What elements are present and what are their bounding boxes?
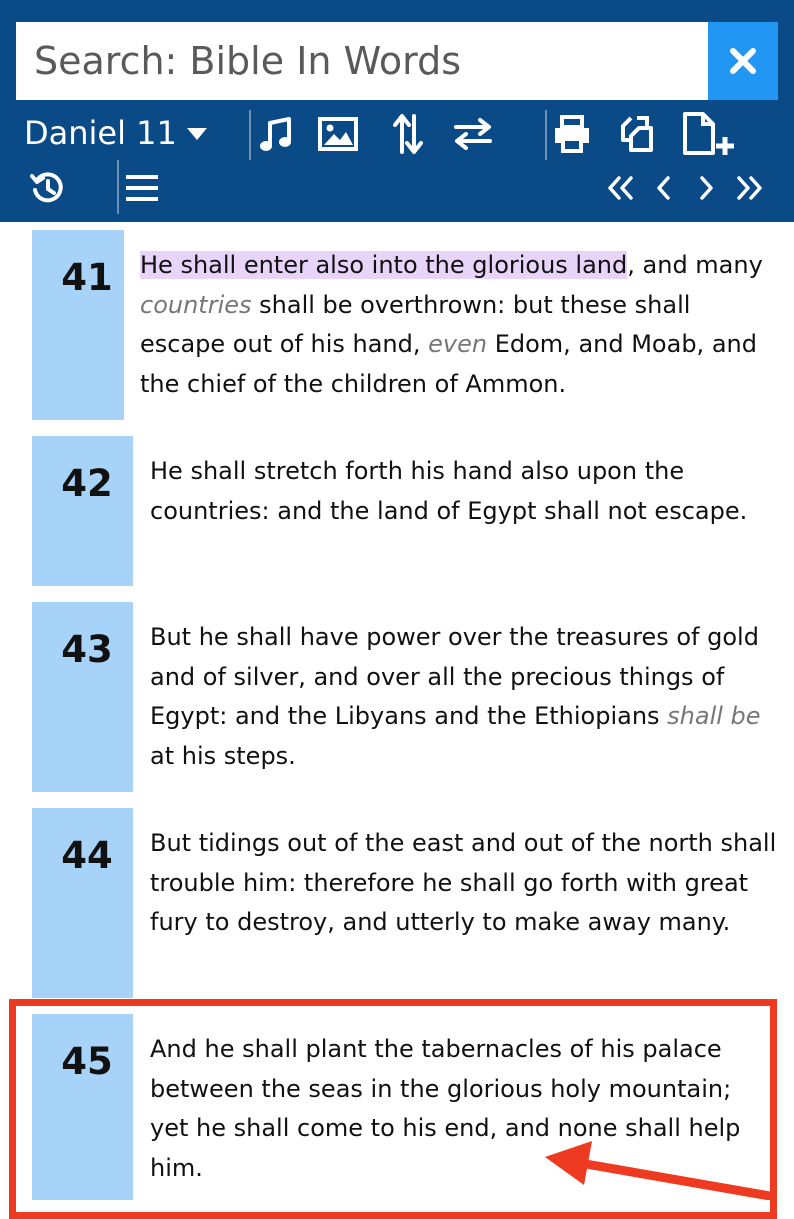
highlighted-phrase: He shall enter also into the glorious land bbox=[140, 251, 628, 279]
italic-word: shall be bbox=[667, 702, 761, 730]
verse-text: But tidings out of the east and out of the north shall trouble him: therefore he shall go forth with great fury to destroy, and utterly to make away many. bbox=[150, 829, 777, 936]
verse-number: 41 bbox=[61, 256, 113, 299]
verse-text: He shall enter also into the glorious land, and many countries shall be overthrown: but these shall escape out of his hand, even Edom, and Moab, and the chief of the children of Ammon. bbox=[140, 251, 763, 398]
verse-text: But he shall have power over the treasures of gold and of silver, and over all the precious things of Egypt: and the Libyans and the Ethiopians shall be at his steps. bbox=[150, 623, 761, 770]
italic-word: even bbox=[428, 330, 488, 358]
italic-word: countries bbox=[140, 290, 252, 319]
verse-text: And he shall plant the tabernacles of his palace between the seas in the glorious holy mountain; yet he shall come to his end, and none shall help him. bbox=[150, 1035, 741, 1182]
verse-number: 44 bbox=[61, 834, 113, 877]
verse-text: He shall stretch forth his hand also upon the countries: and the land of Egypt shall not escape. bbox=[150, 457, 748, 525]
verse-number: 43 bbox=[61, 628, 113, 671]
book-chapter-label: Daniel 11 bbox=[24, 114, 177, 152]
verse-number: 45 bbox=[61, 1040, 113, 1083]
verse-number: 42 bbox=[61, 462, 113, 505]
